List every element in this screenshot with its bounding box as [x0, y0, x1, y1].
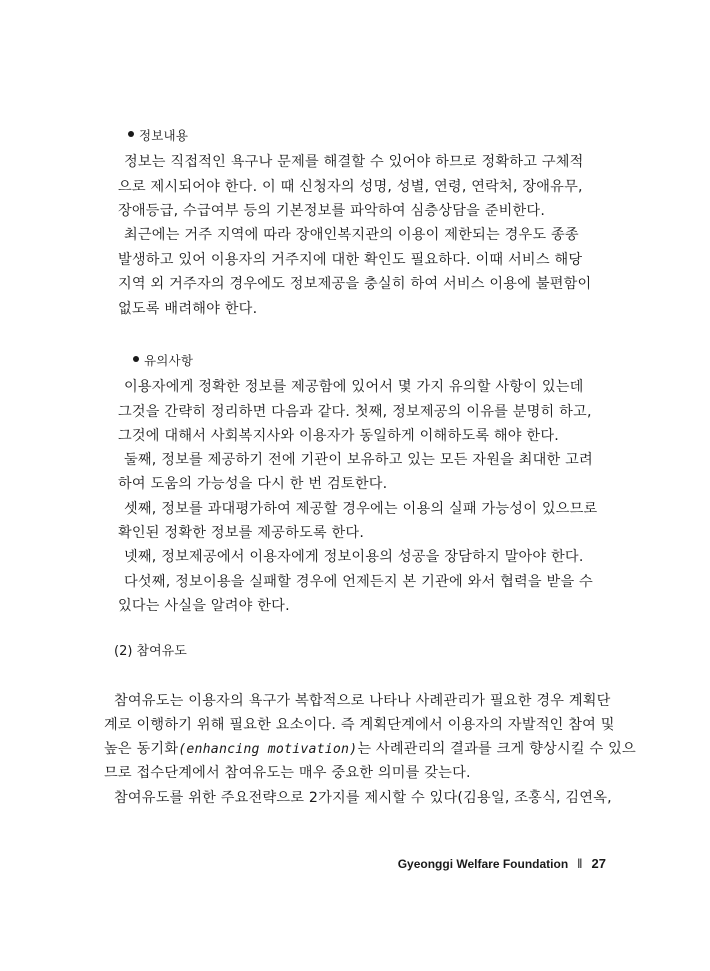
paragraph-line: 넷째, 정보제공에서 이용자에게 정보이용의 성공을 장담하지 말아야 한다. — [124, 549, 584, 565]
bullet-icon — [133, 356, 139, 362]
paragraph-line: 그것을 간략히 정리하면 다음과 같다. 첫째, 정보제공의 이유를 분명히 하고, — [118, 404, 592, 420]
footer-separator: ‖ — [577, 856, 583, 871]
paragraph-line: 최근에는 거주 지역에 따라 장애인복지관의 이용이 제한되는 경우도 종종 — [124, 227, 579, 243]
paragraph-line: 참여유도는 이용자의 욕구가 복합적으로 나타나 사례관리가 필요한 경우 계획단 — [114, 693, 611, 709]
bullet-icon — [128, 131, 134, 137]
paragraph-line: 다섯째, 정보이용을 실패할 경우에 언제든지 본 기관에 와서 협력을 받을 수 — [124, 574, 593, 590]
subsection-heading: (2) 참여유도 — [114, 644, 187, 659]
italic-term: (enhancing motivation) — [178, 742, 358, 757]
paragraph-line: 장애등급, 수급여부 등의 기본정보를 파악하여 심층상담을 준비한다. — [118, 203, 546, 219]
paragraph-line: 둘째, 정보를 제공하기 전에 기관이 보유하고 있는 모든 자원을 최대한 고려 — [124, 452, 593, 468]
english-term: enhancing motivation — [186, 742, 350, 757]
paragraph-line — [104, 738, 636, 758]
paragraph-line: 하여 도움의 가능성을 다시 한 번 검토한다. — [118, 476, 388, 492]
section-heading: 정보내용 — [139, 128, 189, 143]
text-segment: 높은 동기화 — [104, 741, 179, 757]
paragraph-line: 있다는 사실을 알려야 한다. — [118, 598, 290, 614]
page-number: 27 — [591, 856, 606, 871]
text-segment: 는 사례관리의 결과를 크게 향상시킬 수 있으 — [357, 741, 636, 757]
paragraph-line: 셋째, 정보를 과대평가하여 제공할 경우에는 이용의 실패 가능성이 있으므로 — [124, 501, 598, 517]
paragraph-line: 으로 제시되어야 한다. 이 때 신청자의 성명, 성별, 연령, 연락처, 장애유무, — [118, 179, 583, 195]
paragraph-line: 계로 이행하기 위해 필요한 요소이다. 즉 계획단계에서 이용자의 자발적인 참여 및 — [104, 717, 615, 733]
section-heading: 유의사항 — [144, 353, 194, 368]
page-footer — [398, 856, 606, 871]
footer-organization: Gyeonggi Welfare Foundation — [397, 856, 569, 871]
paragraph-line: 참여유도를 위한 주요전략으로 2가지를 제시할 수 있다(김용일, 조홍식, 김연옥, — [114, 790, 612, 806]
paragraph-line: 확인된 정확한 정보를 제공하도록 한다. — [118, 525, 365, 541]
paragraph-line: 지역 외 거주자의 경우에도 정보제공을 충실히 하여 서비스 이용에 불편함이 — [118, 276, 592, 292]
paragraph-line: 없도록 배려해야 한다. — [118, 301, 258, 317]
paragraph-line: 이용자에게 정확한 정보를 제공함에 있어서 몇 가지 유의할 사항이 있는데 — [124, 379, 584, 395]
paragraph-line: 정보는 직접적인 욕구나 문제를 해결할 수 있어야 하므로 정확하고 구체적 — [124, 154, 584, 170]
paragraph-line: 므로 접수단계에서 참여유도는 매우 중요한 의미를 갖는다. — [104, 765, 471, 781]
paragraph-line: 발생하고 있어 이용자의 거주지에 대한 확인도 필요하다. 이때 서비스 해당 — [118, 252, 583, 268]
paragraph-line: 그것에 대해서 사회복지사와 이용자가 동일하게 이해하도록 해야 한다. — [118, 428, 559, 444]
